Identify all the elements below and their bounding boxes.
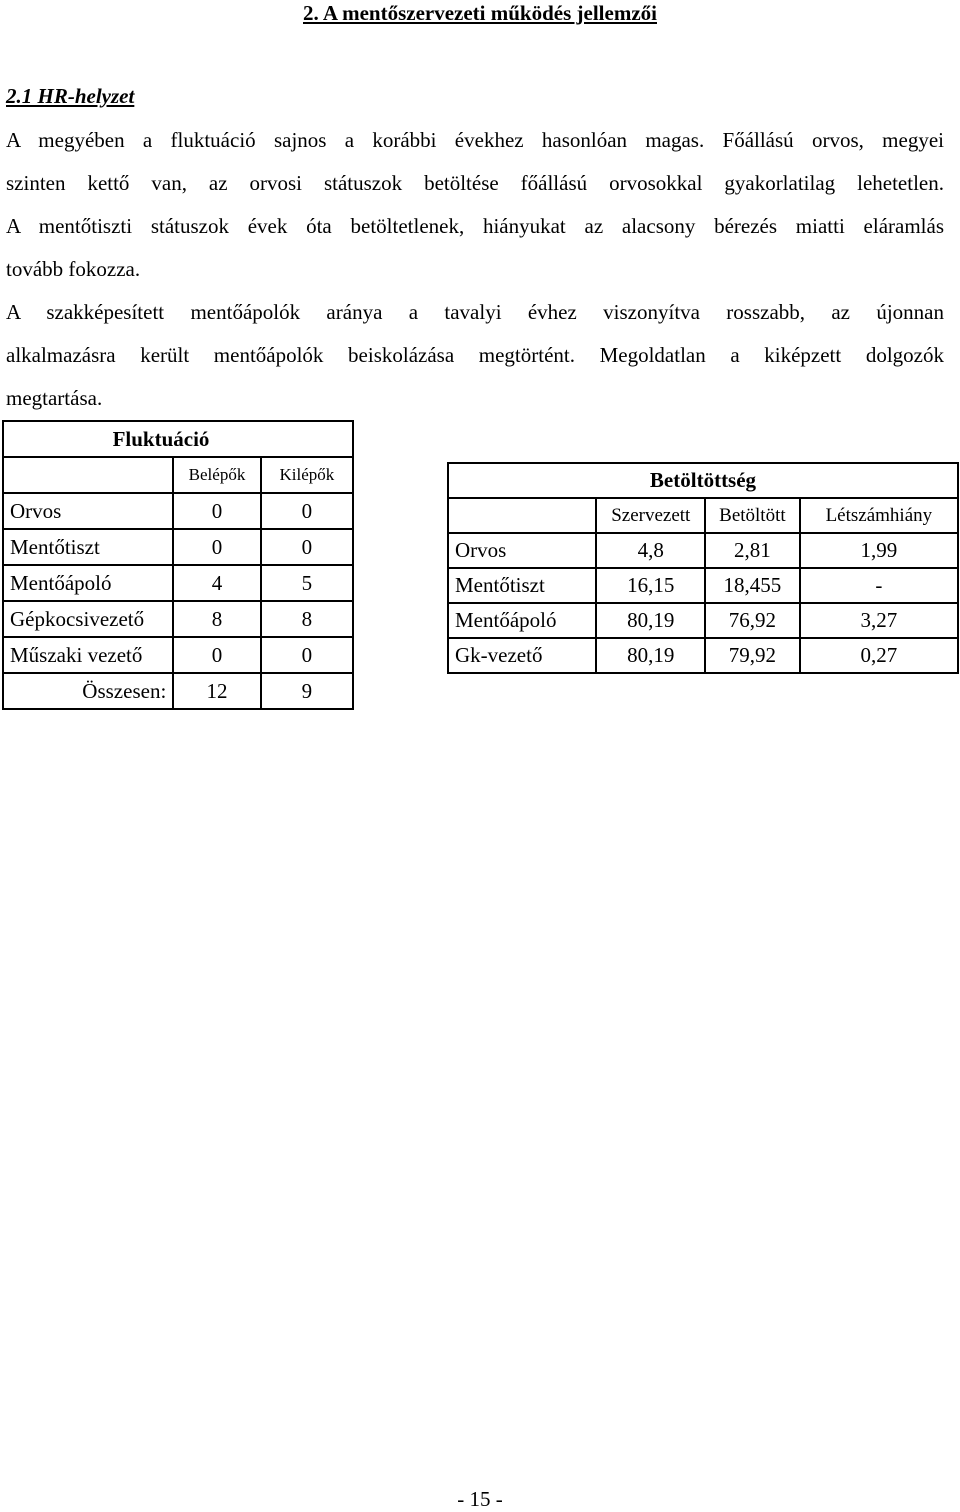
- cell-szervezett: 4,8: [596, 533, 705, 568]
- total-belepok: 12: [173, 673, 260, 709]
- table-title-row: [448, 463, 958, 498]
- row-label: Mentőápoló: [3, 565, 173, 601]
- cell-betoltott: 2,81: [705, 533, 800, 568]
- total-kilepok: 9: [261, 673, 353, 709]
- cell-belepok: 0: [173, 529, 260, 565]
- cell-kilepok: 8: [261, 601, 353, 637]
- paragraph-line: szinten kettő van, az orvosi státuszok betöltése főállású orvosokkal gyakorlatilag lehetetlen.: [6, 171, 944, 195]
- table-row: [448, 638, 958, 673]
- table-row: [3, 529, 353, 565]
- empty-header-cell: [3, 457, 173, 493]
- cell-belepok: 8: [173, 601, 260, 637]
- header-kilepok: Kilépők: [261, 457, 353, 493]
- paragraph-line: A mentőtiszti státuszok évek óta betöltetlenek, hiányukat az alacsony bérezés miatti eláramlás: [6, 214, 944, 238]
- table-row: [3, 637, 353, 673]
- paragraph-line: A megyében a fluktuáció sajnos a korábbi évekhez hasonlóan magas. Főállású orvos, megyei: [6, 128, 944, 152]
- row-label: Gk-vezető: [448, 638, 596, 673]
- cell-hiany: 1,99: [800, 533, 958, 568]
- cell-betoltott: 79,92: [705, 638, 800, 673]
- cell-belepok: 0: [173, 493, 260, 529]
- cell-betoltott: 76,92: [705, 603, 800, 638]
- row-label: Mentőtiszt: [3, 529, 173, 565]
- cell-hiany: 3,27: [800, 603, 958, 638]
- cell-betoltott: 18,455: [705, 568, 800, 603]
- cell-szervezett: 80,19: [596, 638, 705, 673]
- paragraph-line: megtartása.: [6, 386, 103, 410]
- cell-kilepok: 5: [261, 565, 353, 601]
- cell-kilepok: 0: [261, 493, 353, 529]
- page-number: - 15 -: [457, 1487, 503, 1511]
- section-heading: 2.1 HR-helyzet: [6, 84, 135, 108]
- cell-kilepok: 0: [261, 529, 353, 565]
- row-label: Mentőtiszt: [448, 568, 596, 603]
- cell-hiany: -: [800, 568, 958, 603]
- table-header-row: [3, 457, 353, 493]
- cell-szervezett: 16,15: [596, 568, 705, 603]
- header-letszamhiany: Létszámhiány: [800, 498, 958, 533]
- paragraph-line: alkalmazásra került mentőápolók beiskolázása megtörtént. Megoldatlan a kiképzett dolgozók: [6, 343, 944, 367]
- betoltottseg-title: Betöltöttség: [448, 463, 958, 498]
- header-betoltott: Betöltött: [705, 498, 800, 533]
- table-header-row: [448, 498, 958, 533]
- table-row: [3, 565, 353, 601]
- table-row: [3, 601, 353, 637]
- total-label: Összesen:: [3, 673, 173, 709]
- empty-header-cell: [448, 498, 596, 533]
- paragraph-line: A szakképesített mentőápolók aránya a tavalyi évhez viszonyítva rosszabb, az újonnan: [6, 300, 944, 324]
- betoltottseg-table: [447, 462, 959, 674]
- table-row: [448, 603, 958, 638]
- row-label: Gépkocsivezető: [3, 601, 173, 637]
- fluktuacio-title: Fluktuáció: [3, 421, 353, 457]
- row-label: Orvos: [3, 493, 173, 529]
- table-total-row: [3, 673, 353, 709]
- header-belepok: Belépők: [173, 457, 260, 493]
- cell-belepok: 0: [173, 637, 260, 673]
- table-row: [3, 493, 353, 529]
- cell-kilepok: 0: [261, 637, 353, 673]
- row-label: Orvos: [448, 533, 596, 568]
- table-title-row: [3, 421, 353, 457]
- table-row: [448, 533, 958, 568]
- table-row: [448, 568, 958, 603]
- header-szervezett: Szervezett: [596, 498, 705, 533]
- fluktuacio-table: [2, 420, 354, 710]
- row-label: Mentőápoló: [448, 603, 596, 638]
- row-label: Műszaki vezető: [3, 637, 173, 673]
- cell-belepok: 4: [173, 565, 260, 601]
- cell-hiany: 0,27: [800, 638, 958, 673]
- cell-szervezett: 80,19: [596, 603, 705, 638]
- page-title: 2. A mentőszervezeti működés jellemzői: [303, 1, 657, 25]
- paragraph-line: tovább fokozza.: [6, 257, 141, 281]
